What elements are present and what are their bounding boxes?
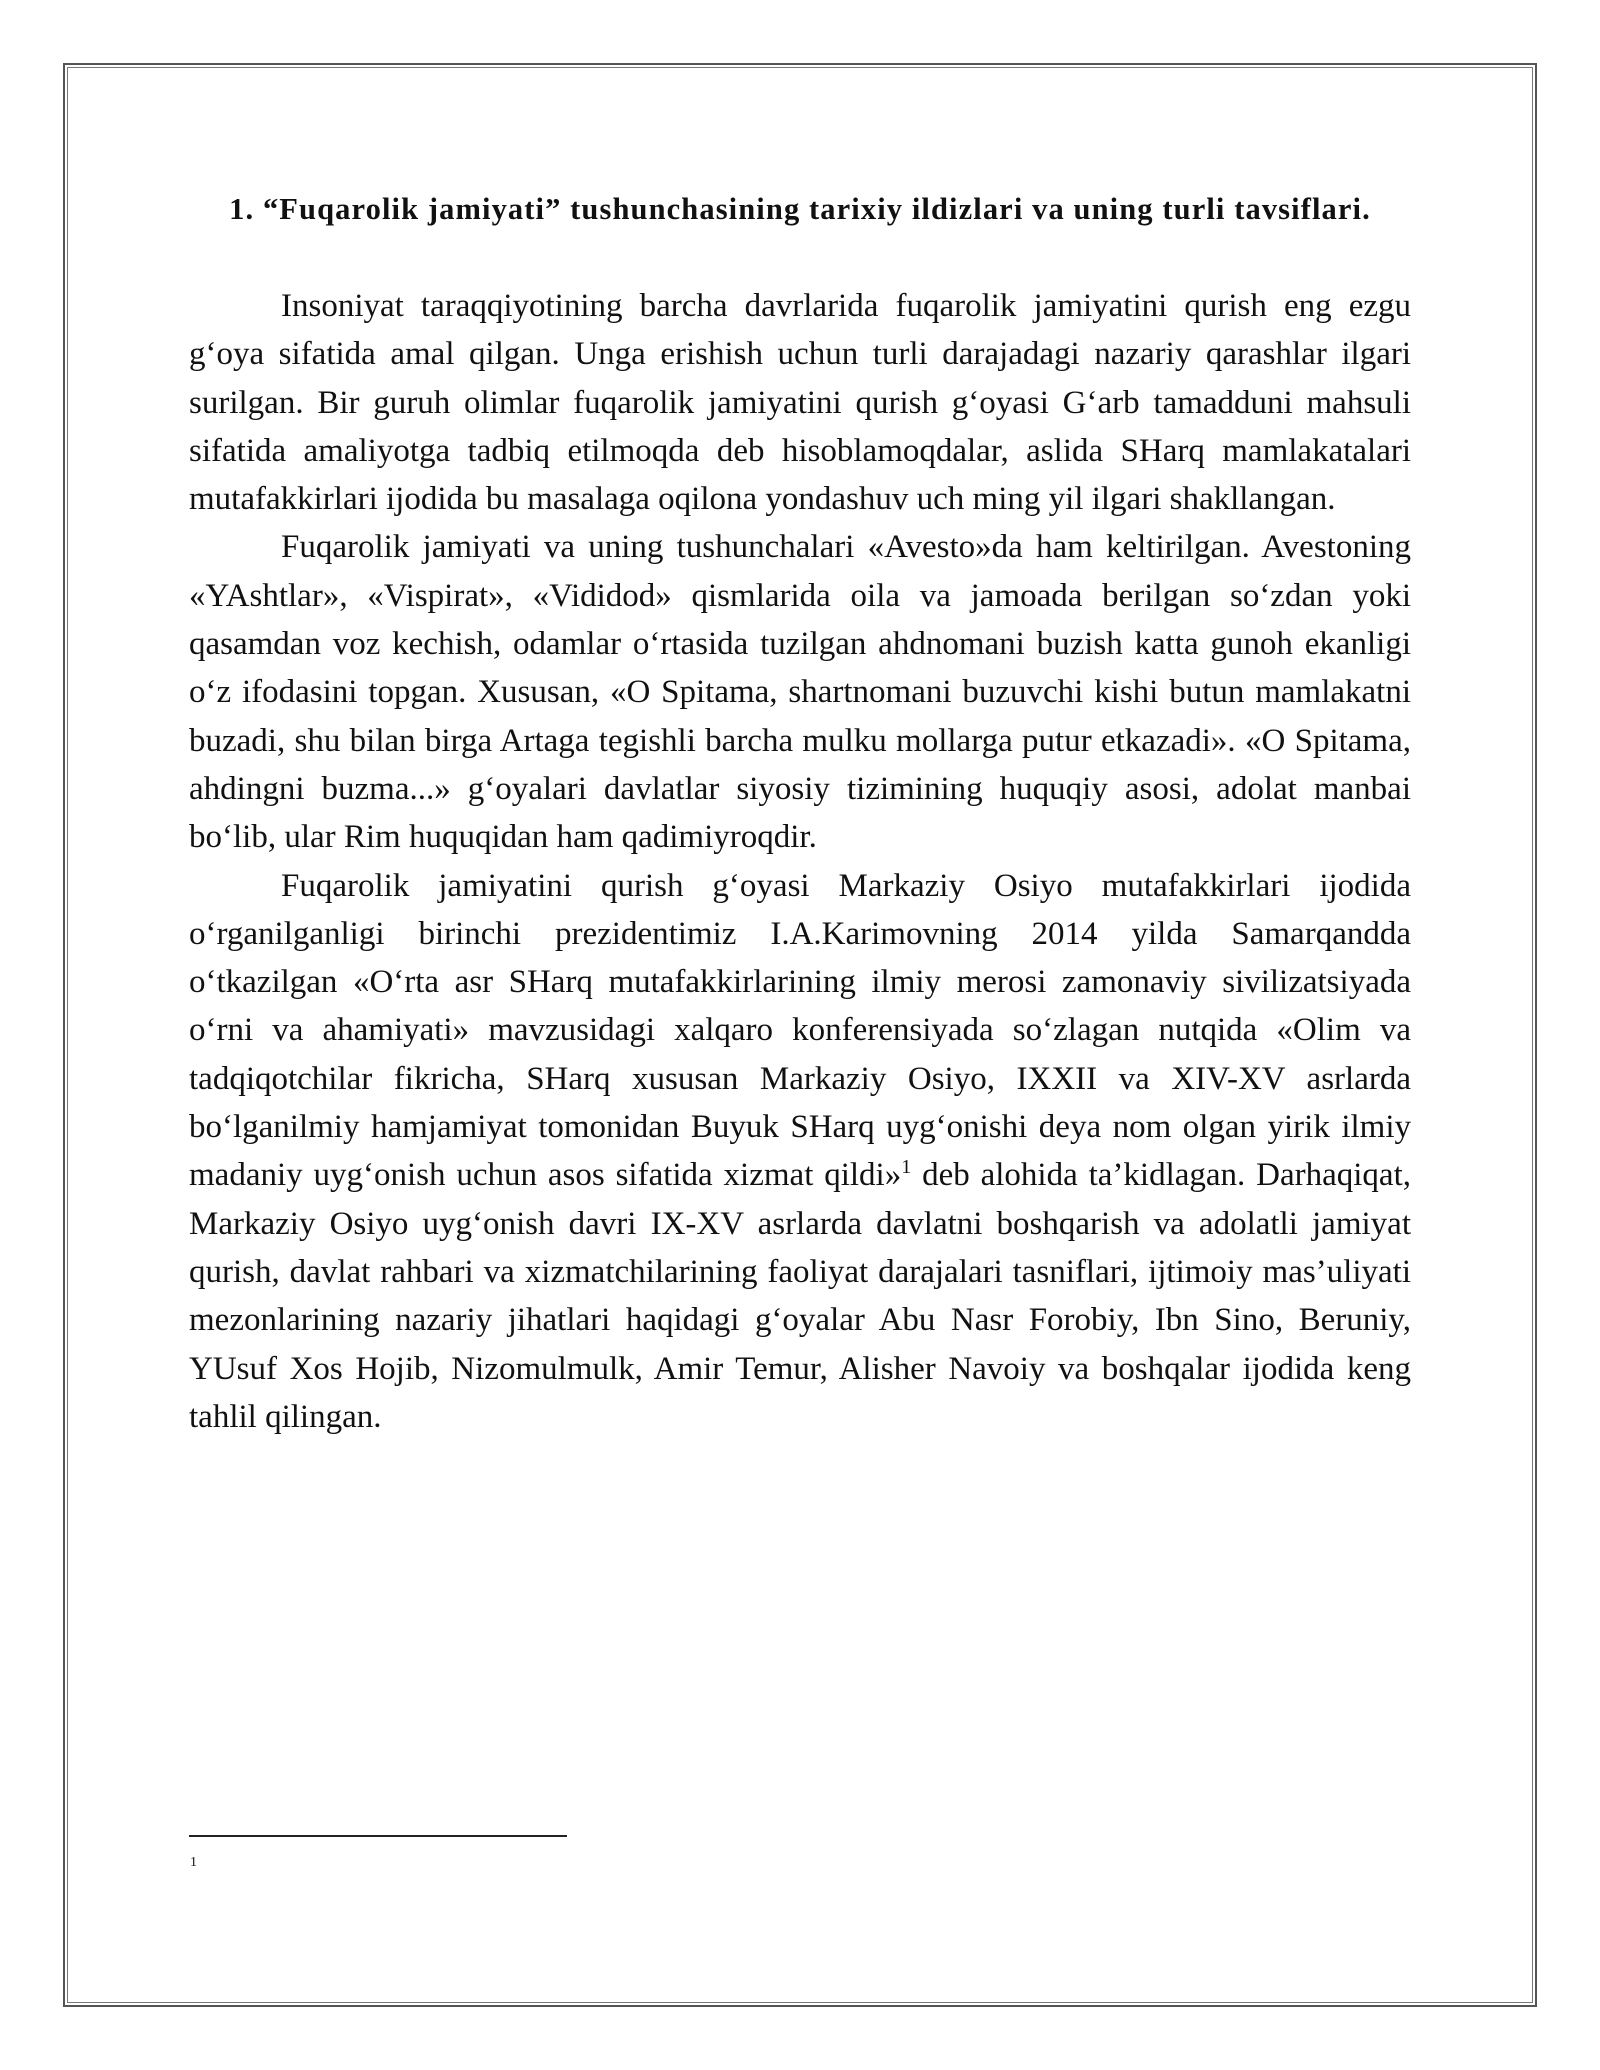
- paragraph-1: Insoniyat taraqqiyotining barcha davrlarida fuqarolik jamiyatini qurish eng ezgu g‘oya sifatida amal qilgan. Unga erishish uchun turli darajadagi nazariy qarashlar ilgari surilgan. Bir guruh olimlar fuqarolik jamiyatini qurish g‘oyasi G‘arb tamadduni mahsuli sifatida amaliyotga tadbiq etilmoqda deb hisoblamoqdalar, aslida SHarq mamlakatalari mutafakkirlari ijodida bu masalaga oqilona yondashuv uch ming yil ilgari shakllangan.: [189, 288, 1411, 518]
- paragraph-2: Fuqarolik jamiyati va uning tushunchalari «Avesto»da ham keltirilgan. Avestoning «YAshtlar», «Vispirat», «Vididod» qismlarida oila va jamoada berilgan so‘zdan yoki qasamdan voz kechish, odamlar o‘rtasida tuzilgan ahdnomani buzish katta gunoh ekanligi o‘z ifodasini topgan. Xususan, «O Spitama, shartnomani buzuvchi kishi butun mamlakatni buzadi, shu bilan birga Artaga tegishli barcha mulku mollarga putur etkazadi». «O Spitama, ahdingni buzma...» g‘oyalari davlatlar siyosiy tizimining huquqiy asosi, adolat manbai bo‘lib, ular Rim huquqidan ham qadimiyroqdir.: [189, 529, 1411, 856]
- paragraph-3: [189, 862, 1411, 1442]
- document-body: [189, 180, 1411, 1441]
- paragraph-3-text-after-ref: deb alohida ta’kidlagan. Darhaqiqat, Markaziy Osiyo uyg‘onish davri IX-XV asrlarda davlatni boshqarish va adolatli jamiyat qurish, davlat rahbari va xizmatchilarining faoliyat darajalari tasniflari, ijtimoiy mas’uliyati mezonlarining nazariy jihatlari haqidagi g‘oyalar Abu Nasr Forobiy, Ibn Sino, Beruniy, YUsuf Xos Hojib, Nizomulmulk, Amir Temur, Alisher Navoiy va boshqalar ijodida keng tahlil qilingan.: [189, 1157, 1412, 1435]
- footnote-reference[interactable]: 1: [901, 1156, 912, 1179]
- footnote-number: 1: [190, 1855, 197, 1870]
- footnote-separator: [189, 1835, 567, 1837]
- section-heading: 1. “Fuqarolik jamiyati” tushunchasining tarixiy ildizlari va uning turli tavsiflari.: [229, 192, 1371, 226]
- paragraph-3-text-before-ref: Fuqarolik jamiyatini qurish g‘oyasi Markaziy Osiyo mutafakkirlari ijodida o‘rganilganligi birinchi prezidentimiz I.A.Karimovning 2014 yilda Samarqandda o‘tkazilgan «O‘rta asr SHarq mutafakkirlarining ilmiy merosi zamonaviy sivilizatsiyada o‘rni va ahamiyati» mavzusidagi xalqaro konferensiyada so‘zlagan nutqida «Olim va tadqiqotchilar fikricha, SHarq xususan Markaziy Osiyo, IXXII va XIV-XV asrlarda bo‘lganilmiy hamjamiyat tomonidan Buyuk SHarq uyg‘onishi deya nom olgan yirik ilmiy madaniy uyg‘onish uchun asos sifatida xizmat qildi»: [189, 867, 1411, 1194]
